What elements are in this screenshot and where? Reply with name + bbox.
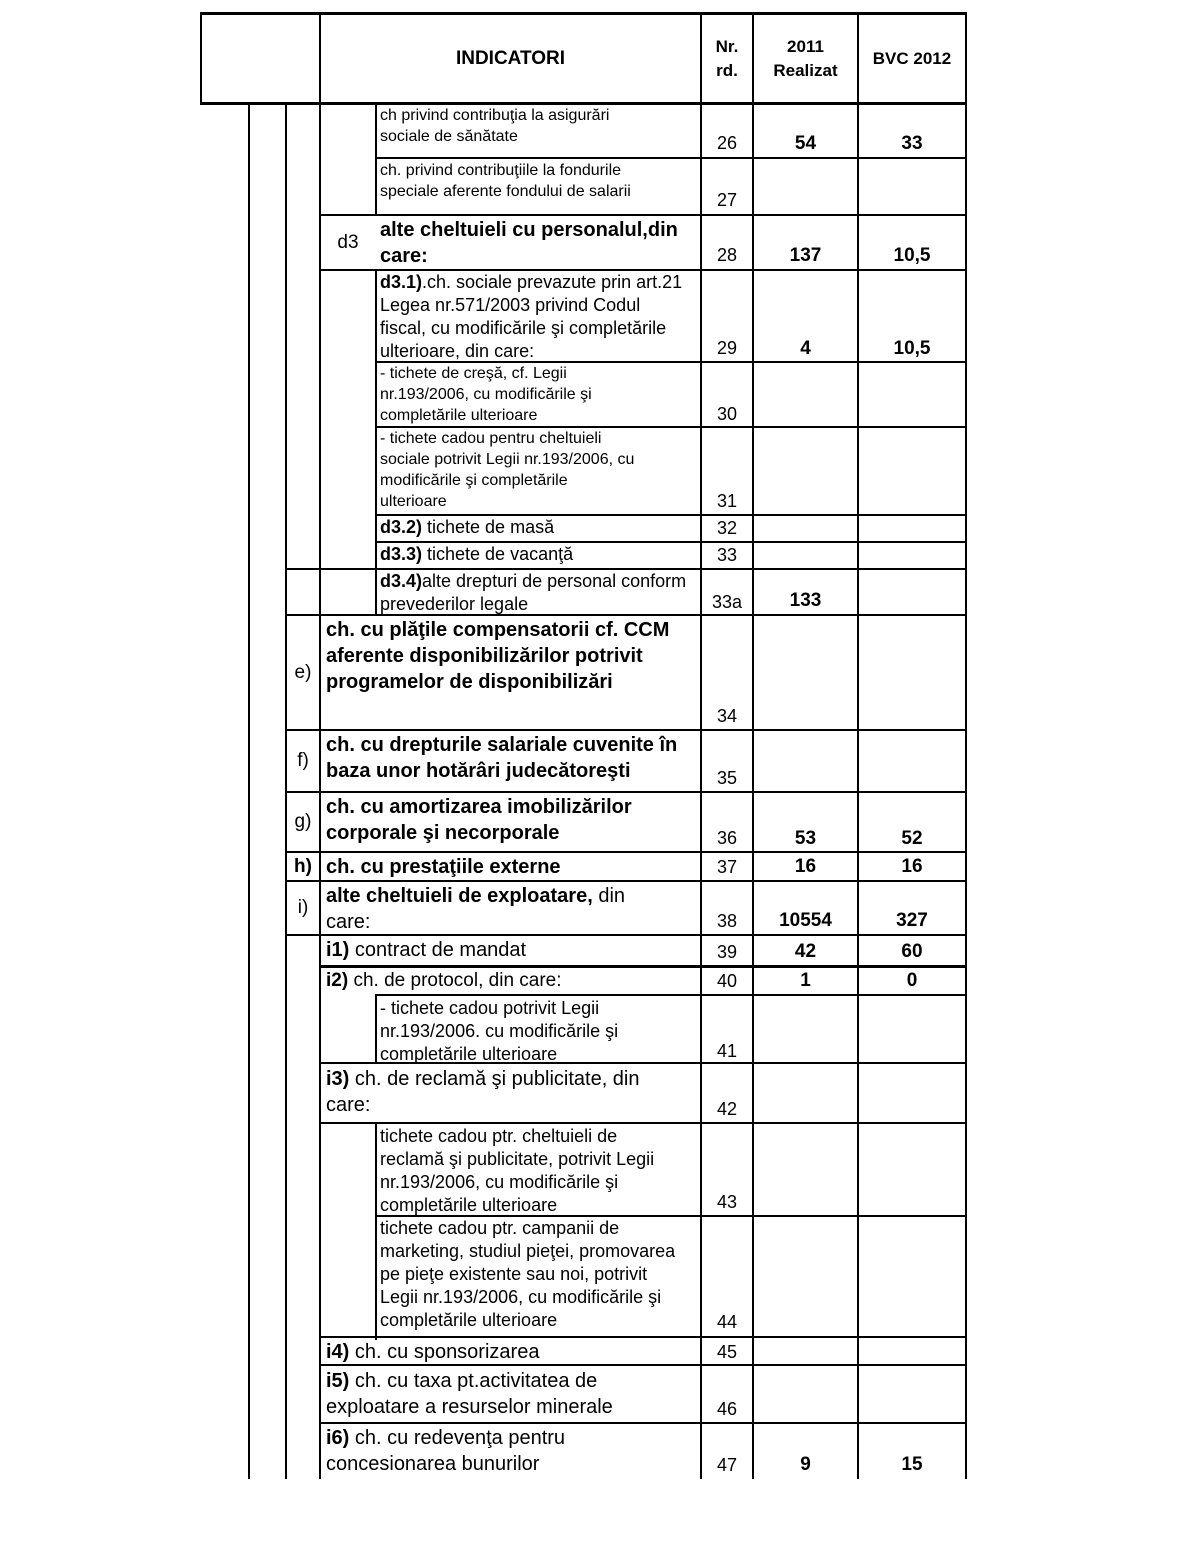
row-nr: 31: [716, 491, 738, 511]
row-border: [319, 214, 967, 216]
table-border: [248, 103, 250, 1479]
row-label: d3.2) tichete de masă: [380, 517, 555, 537]
row-nr: 47: [716, 1455, 738, 1475]
row-bvc: 16: [901, 856, 923, 877]
row-border: [285, 851, 967, 853]
row-label: d3.3) tichete de vacanţă: [380, 544, 574, 564]
table-border: [752, 12, 754, 1479]
row-realizat: 4: [800, 338, 811, 359]
row-realizat: 9: [800, 1454, 811, 1475]
row-realizat: 10554: [779, 910, 832, 931]
row-border: [319, 1336, 967, 1338]
marker-i: i): [297, 897, 309, 918]
row-nr: 27: [716, 190, 738, 210]
marker-h: h): [294, 855, 312, 877]
marker-g: g): [294, 811, 312, 832]
row-nr: 40: [716, 971, 738, 991]
row-nr: 34: [716, 706, 738, 726]
row-border: [319, 965, 967, 968]
row-border: [285, 791, 967, 793]
table-border: [700, 12, 702, 1479]
row-label: d3.4)alte drepturi de personal conform prevederilor legale: [380, 571, 687, 614]
row-bvc: 0: [906, 970, 918, 991]
row-nr: 29: [716, 338, 738, 358]
row-border: [319, 1122, 967, 1124]
row-nr: 44: [716, 1312, 738, 1332]
row-bvc: 10,5: [893, 338, 931, 359]
row-label: i2) ch. de protocol, din care:: [326, 970, 562, 991]
row-label: ch. cu drepturile salariale cuvenite în baza unor hotărâri judecătoreşti: [326, 734, 678, 782]
header-2011-realizat: 2011 Realizat: [773, 36, 838, 80]
marker-f: f): [297, 750, 309, 771]
row-realizat: 137: [789, 245, 822, 266]
row-label: - tichete cadou potrivit Legii nr.193/2006. cu modificările şi completările ulterioare: [380, 998, 619, 1064]
row-realizat: 133: [789, 590, 822, 611]
row-border: [375, 157, 967, 159]
row-bvc: 33: [901, 133, 923, 154]
marker-d3: d3: [337, 231, 359, 253]
row-label: ch. cu plăţile compensatorii cf. CCM aferente disponibilizărilor potrivit programelor de disponibilizări: [326, 619, 670, 693]
row-label: i6) ch. cu redevenţa pentru concesionarea bunurilor: [326, 1427, 566, 1475]
row-label: tichete cadou ptr. cheltuieli de reclamă şi publicitate, potrivit Legii nr.193/2006, cu modificările şi completările ulterioare: [380, 1126, 655, 1215]
row-border: [285, 880, 967, 882]
row-realizat: 53: [794, 828, 817, 849]
row-nr: 38: [716, 911, 738, 931]
header-nr-rd: Nr. rd.: [715, 36, 739, 80]
row-label: i3) ch. de reclamă şi publicitate, din care:: [326, 1068, 640, 1116]
row-nr: 39: [716, 942, 738, 962]
row-label: i1) contract de mandat: [326, 939, 527, 961]
row-nr: 45: [716, 1342, 738, 1362]
row-nr: 28: [716, 245, 738, 265]
row-realizat: 16: [794, 856, 817, 877]
row-bvc: 10,5: [893, 245, 931, 266]
row-nr: 36: [716, 828, 738, 848]
row-realizat: 42: [794, 941, 817, 962]
header-bvc-2012: BVC 2012: [872, 48, 952, 68]
row-label: ch privind contribuţia la asigurări sociale de sănătate: [380, 107, 610, 145]
row-realizat: 1: [800, 970, 811, 991]
row-label: tichete cadou ptr. campanii de marketing, studiul pieţei, promovarea pe pieţe existente sau noi, potrivit Legii nr.193/2006, cu modificările şi completările ulterioare: [380, 1218, 676, 1330]
row-nr: 30: [716, 404, 738, 424]
row-nr: 46: [716, 1399, 738, 1419]
row-bvc: 60: [901, 941, 923, 962]
row-nr: 33a: [711, 592, 743, 612]
row-label: alte cheltuieli cu personalul,din care:: [380, 219, 678, 267]
table-border: [200, 12, 202, 105]
row-label: i4) ch. cu sponsorizarea: [326, 1341, 540, 1363]
row-label: ch. cu prestaţiile externe: [326, 856, 561, 878]
row-border: [375, 994, 967, 996]
row-realizat: 54: [794, 133, 817, 154]
row-nr: 43: [716, 1192, 738, 1212]
row-bvc: 15: [901, 1454, 923, 1475]
row-bvc: 52: [901, 828, 923, 849]
row-nr: 33: [716, 545, 738, 565]
marker-e: e): [294, 661, 312, 683]
row-label: i5) ch. cu taxa pt.activitatea de exploatare a resurselor minerale: [326, 1370, 613, 1418]
row-nr: 35: [716, 768, 738, 788]
row-nr: 26: [716, 133, 738, 153]
row-label: - tichete de creşă, cf. Legii nr.193/2006, cu modificările şi completările ulterioare: [380, 365, 592, 424]
row-border: [319, 1422, 967, 1424]
row-bvc: 327: [896, 910, 928, 931]
row-nr: 41: [716, 1041, 738, 1061]
table-border: [857, 12, 859, 1479]
row-label: ch. cu amortizarea imobilizărilor corporale şi necorporale: [326, 796, 632, 844]
row-nr: 42: [716, 1099, 738, 1119]
row-label: - tichete cadou pentru cheltuieli sociale potrivit Legii nr.193/2006, cu modificările şi completările ulterioare: [380, 430, 635, 510]
row-nr: 37: [716, 857, 738, 877]
row-label: d3.1).ch. sociale prevazute prin art.21 Legea nr.571/2003 privind Codul fiscal, cu modificările şi completările ulterioare, din care:: [380, 272, 683, 361]
row-label: ch. privind contribuţiile la fondurile speciale aferente fondului de salarii: [380, 162, 631, 200]
table-border: [965, 12, 967, 1479]
row-label: alte cheltuieli de exploatare, din care:: [326, 885, 626, 933]
row-nr: 32: [716, 518, 738, 538]
row-border: [285, 729, 967, 731]
header-indicatori: INDICATORI: [455, 47, 566, 69]
